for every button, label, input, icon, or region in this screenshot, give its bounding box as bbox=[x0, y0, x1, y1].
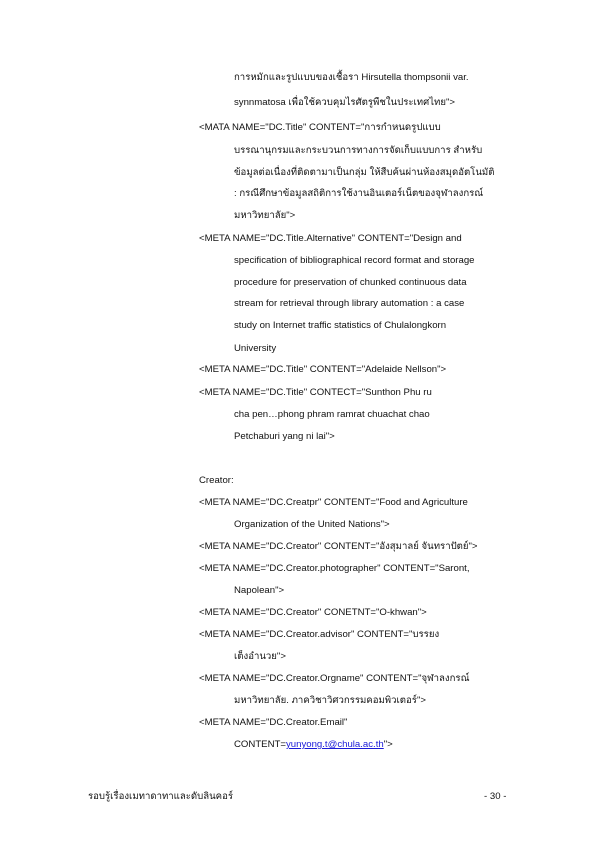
text-line: <META NAME="DC.Creator" CONTENT="อังสุมาลย์ จันทราปัตย์"> bbox=[199, 541, 478, 552]
text-line: specification of bibliographical record format and storage bbox=[234, 255, 475, 266]
email-line bbox=[234, 739, 393, 751]
text-line: synnmatosa เพื่อใช้ควบคุมไรศัตรูพืชในประเทศไทย"> bbox=[234, 97, 455, 108]
text-line: <META NAME="DC.Title" CONTECT="Sunthon Phu ru bbox=[199, 387, 432, 398]
text-line: <META NAME="DC.Creator.advisor" CONTENT="บรรยง bbox=[199, 629, 440, 640]
section-label-creator: Creator: bbox=[199, 475, 234, 486]
page-number: - 30 - bbox=[484, 791, 507, 802]
text-line: Organization of the United Nations"> bbox=[234, 519, 390, 530]
content-suffix: "> bbox=[383, 739, 393, 750]
text-line: <META NAME="DC.Title.Alternative" CONTENT="Design and bbox=[199, 233, 462, 244]
text-line: <META NAME="DC.Title" CONTENT="Adelaide Nellson"> bbox=[199, 364, 447, 375]
text-line: ข้อมูลต่อเนื่องที่ติดตามาเป็นกลุ่ม ให้สืบค้นผ่านห้องสมุดอัตโนมัติ bbox=[234, 167, 495, 178]
text-line: <META NAME="DC.Creator.Email" bbox=[199, 717, 348, 728]
text-line: University bbox=[234, 343, 277, 354]
text-line: cha pen…phong phram ramrat chuachat chao bbox=[234, 409, 430, 420]
text-line: <META NAME="DC.Creatpr" CONTENT="Food and Agriculture bbox=[199, 497, 468, 508]
text-line: stream for retrieval through library automation : a case bbox=[234, 298, 465, 309]
text-line: Napolean"> bbox=[234, 585, 285, 596]
text-line: : กรณีศึกษาข้อมูลสถิติการใช้งานอินเตอร์เน็ตของจุฬาลงกรณ์ bbox=[234, 188, 484, 199]
text-line: เต็งอำนวย"> bbox=[234, 651, 286, 662]
text-line: procedure for preservation of chunked continuous data bbox=[234, 277, 467, 288]
content-prefix: CONTENT= bbox=[234, 739, 286, 750]
text-line: บรรณานุกรมและกระบวนการทางการจัดเก็บแบบการ สำหรับ bbox=[234, 145, 483, 156]
text-line: <MATA NAME="DC.Title" CONTENT="การกำหนดรูปแบบ bbox=[199, 122, 441, 133]
text-line: การหมักและรูปแบบของเชื้อรา Hirsutella thompsonii var. bbox=[234, 72, 469, 83]
text-line: มหาวิทยาลัย"> bbox=[234, 210, 296, 221]
text-line: มหาวิทยาลัย. ภาควิชาวิศวกรรมคอมพิวเตอร์"> bbox=[234, 695, 426, 706]
email-link[interactable]: yunyong.t@chula.ac.th bbox=[285, 739, 384, 750]
text-line: Petchaburi yang ni lai"> bbox=[234, 431, 335, 442]
text-line: <META NAME="DC.Creator.photographer" CONTENT="Saront, bbox=[199, 563, 470, 574]
text-line: <META NAME="DC.Creator" CONETNT="O-khwan"> bbox=[199, 607, 427, 618]
footer-title: รอบรู้เรื่องเมทาดาทาและดับลินคอร์ bbox=[88, 791, 233, 802]
text-line: study on Internet traffic statistics of Chulalongkorn bbox=[234, 320, 447, 331]
text-line: <META NAME="DC.Creator.Orgname" CONTENT="จุฬาลงกรณ์ bbox=[199, 673, 470, 684]
